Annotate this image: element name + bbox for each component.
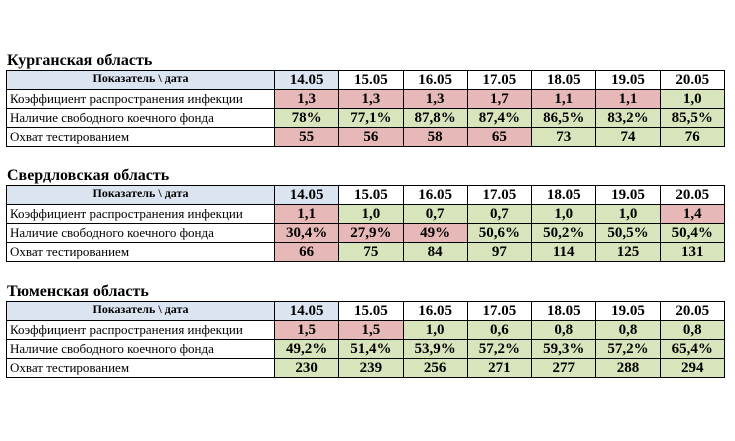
value-cell: 1,3 <box>339 90 403 109</box>
date-cell: 16.05 <box>403 186 467 205</box>
value-cell: 49% <box>403 224 467 243</box>
region-table <box>6 185 725 262</box>
value-cell: 288 <box>596 359 660 378</box>
value-cell: 55 <box>275 128 339 147</box>
value-cell: 1,3 <box>403 90 467 109</box>
value-cell: 57,2% <box>596 340 660 359</box>
region-kurgan <box>6 52 724 147</box>
value-cell: 114 <box>532 243 596 262</box>
date-cell: 19.05 <box>596 302 660 321</box>
value-cell: 1,5 <box>339 321 403 340</box>
value-cell: 1,1 <box>596 90 660 109</box>
value-cell: 58 <box>403 128 467 147</box>
value-cell: 0,8 <box>596 321 660 340</box>
value-cell: 85,5% <box>660 109 724 128</box>
table-row <box>7 359 725 378</box>
value-cell: 57,2% <box>467 340 531 359</box>
row-label: Наличие свободного коечного фонда <box>7 109 275 128</box>
date-cell: 17.05 <box>467 186 531 205</box>
date-cell: 14.05 <box>275 71 339 90</box>
table-header-row <box>7 302 725 321</box>
date-cell: 18.05 <box>532 71 596 90</box>
value-cell: 1,3 <box>275 90 339 109</box>
value-cell: 1,7 <box>467 90 531 109</box>
region-title: Курганская область <box>7 52 153 69</box>
value-cell: 131 <box>660 243 724 262</box>
date-cell: 19.05 <box>596 186 660 205</box>
date-cell: 20.05 <box>660 302 724 321</box>
date-cell: 18.05 <box>532 186 596 205</box>
date-cell: 16.05 <box>403 302 467 321</box>
table-row <box>7 90 725 109</box>
date-cell: 16.05 <box>403 71 467 90</box>
row-label: Наличие свободного коечного фонда <box>7 224 275 243</box>
date-cell: 17.05 <box>467 302 531 321</box>
value-cell: 56 <box>339 128 403 147</box>
value-cell: 0,8 <box>532 321 596 340</box>
table-header-row <box>7 71 725 90</box>
value-cell: 74 <box>596 128 660 147</box>
value-cell: 1,1 <box>532 90 596 109</box>
value-cell: 77,1% <box>339 109 403 128</box>
value-cell: 1,5 <box>275 321 339 340</box>
value-cell: 78% <box>275 109 339 128</box>
table-row <box>7 243 725 262</box>
table-row <box>7 321 725 340</box>
value-cell: 30,4% <box>275 224 339 243</box>
value-cell: 65 <box>467 128 531 147</box>
date-cell: 14.05 <box>275 302 339 321</box>
table-row <box>7 205 725 224</box>
value-cell: 84 <box>403 243 467 262</box>
value-cell: 1,1 <box>275 205 339 224</box>
value-cell: 97 <box>467 243 531 262</box>
value-cell: 75 <box>339 243 403 262</box>
value-cell: 0,6 <box>467 321 531 340</box>
table-header-row <box>7 186 725 205</box>
value-cell: 271 <box>467 359 531 378</box>
row-label: Охват тестированием <box>7 128 275 147</box>
row-label: Охват тестированием <box>7 243 275 262</box>
table-row <box>7 109 725 128</box>
date-cell: 15.05 <box>339 186 403 205</box>
row-label: Коэффициент распространения инфекции <box>7 321 275 340</box>
date-cell: 20.05 <box>660 186 724 205</box>
table-row <box>7 128 725 147</box>
value-cell: 294 <box>660 359 724 378</box>
value-cell: 0,7 <box>467 205 531 224</box>
value-cell: 50,2% <box>532 224 596 243</box>
value-cell: 125 <box>596 243 660 262</box>
value-cell: 50,6% <box>467 224 531 243</box>
value-cell: 86,5% <box>532 109 596 128</box>
region-title: Свердловская область <box>7 167 170 184</box>
value-cell: 0,7 <box>403 205 467 224</box>
value-cell: 230 <box>275 359 339 378</box>
value-cell: 1,0 <box>339 205 403 224</box>
date-cell: 15.05 <box>339 71 403 90</box>
row-label: Коэффициент распространения инфекции <box>7 205 275 224</box>
region-tyumen <box>6 283 724 378</box>
value-cell: 87,8% <box>403 109 467 128</box>
row-label: Наличие свободного коечного фонда <box>7 340 275 359</box>
value-cell: 256 <box>403 359 467 378</box>
value-cell: 27,9% <box>339 224 403 243</box>
region-table <box>6 301 725 378</box>
header-label: Показатель \ дата <box>7 302 275 321</box>
value-cell: 76 <box>660 128 724 147</box>
date-cell: 20.05 <box>660 71 724 90</box>
value-cell: 1,0 <box>596 205 660 224</box>
value-cell: 65,4% <box>660 340 724 359</box>
value-cell: 1,0 <box>660 90 724 109</box>
value-cell: 239 <box>339 359 403 378</box>
region-title: Тюменская область <box>7 283 149 300</box>
value-cell: 277 <box>532 359 596 378</box>
table-row <box>7 224 725 243</box>
date-cell: 17.05 <box>467 71 531 90</box>
row-label: Охват тестированием <box>7 359 275 378</box>
header-label: Показатель \ дата <box>7 186 275 205</box>
date-cell: 19.05 <box>596 71 660 90</box>
value-cell: 53,9% <box>403 340 467 359</box>
value-cell: 49,2% <box>275 340 339 359</box>
date-cell: 15.05 <box>339 302 403 321</box>
value-cell: 0,8 <box>660 321 724 340</box>
value-cell: 50,5% <box>596 224 660 243</box>
value-cell: 59,3% <box>532 340 596 359</box>
header-label: Показатель \ дата <box>7 71 275 90</box>
value-cell: 1,4 <box>660 205 724 224</box>
value-cell: 1,0 <box>403 321 467 340</box>
date-cell: 14.05 <box>275 186 339 205</box>
value-cell: 66 <box>275 243 339 262</box>
value-cell: 51,4% <box>339 340 403 359</box>
value-cell: 73 <box>532 128 596 147</box>
date-cell: 18.05 <box>532 302 596 321</box>
value-cell: 83,2% <box>596 109 660 128</box>
region-table <box>6 70 725 147</box>
value-cell: 87,4% <box>467 109 531 128</box>
region-sverdlovsk <box>6 167 724 262</box>
row-label: Коэффициент распространения инфекции <box>7 90 275 109</box>
value-cell: 1,0 <box>532 205 596 224</box>
table-row <box>7 340 725 359</box>
value-cell: 50,4% <box>660 224 724 243</box>
